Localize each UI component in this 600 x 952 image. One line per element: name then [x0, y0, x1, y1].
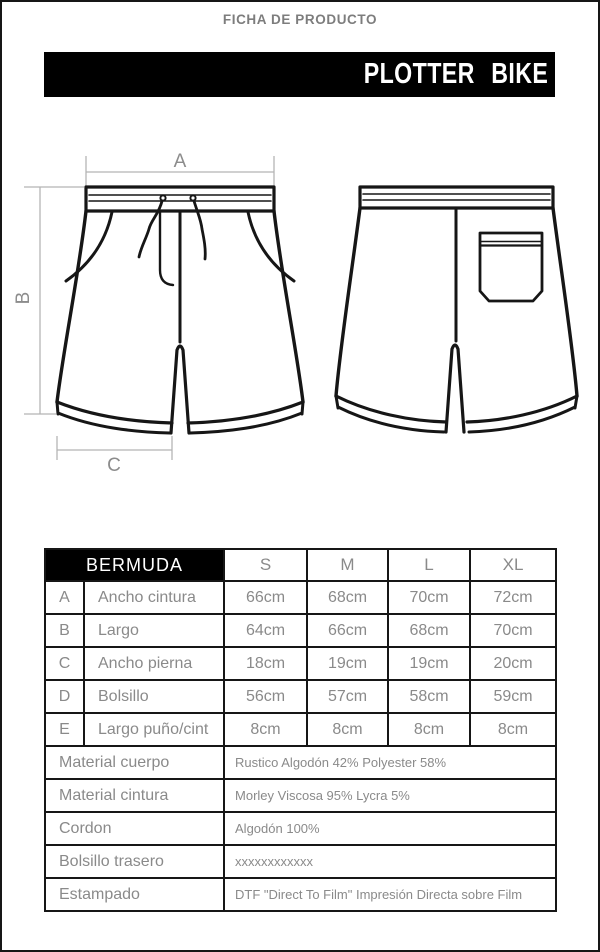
measurement-label: Ancho cintura	[84, 581, 224, 614]
drawstring-eyelet-left	[160, 195, 165, 200]
size-column-header-xl: XL	[470, 549, 556, 581]
measurement-value: 70cm	[388, 581, 470, 614]
measurement-label: Largo	[84, 614, 224, 647]
spec-row-bolsillo-trasero	[45, 845, 556, 878]
spec-value: Algodón 100%	[224, 812, 556, 845]
spec-label: Material cintura	[45, 779, 224, 812]
measurement-value: 70cm	[470, 614, 556, 647]
back-left-cuff-end	[336, 396, 338, 408]
measurement-label: Ancho pierna	[84, 647, 224, 680]
measurement-value: 8cm	[224, 713, 307, 746]
back-crotch-notch	[446, 345, 464, 432]
measurement-value: 8cm	[307, 713, 388, 746]
back-right-cuff-end	[575, 396, 577, 408]
measurement-value: 19cm	[307, 647, 388, 680]
front-right-cuff-end	[302, 402, 303, 414]
measurement-value: 18cm	[224, 647, 307, 680]
dimension-lines	[13, 151, 274, 476]
front-right-pocket	[248, 212, 294, 281]
measurement-row-e	[45, 713, 556, 746]
front-left-side-seam	[57, 211, 86, 402]
front-fly-stitch	[160, 211, 173, 285]
spec-row-cordon	[45, 812, 556, 845]
measurement-letter: C	[45, 647, 84, 680]
measurement-label: Bolsillo	[84, 680, 224, 713]
measurement-value: 57cm	[307, 680, 388, 713]
back-pocket	[480, 233, 542, 301]
back-right-side-seam	[553, 208, 577, 396]
table-product-header: BERMUDA	[45, 549, 224, 581]
product-name: PLOTTER BIKE	[364, 58, 549, 90]
measurement-row-b	[45, 614, 556, 647]
front-waistband	[86, 187, 274, 211]
measurement-row-c	[45, 647, 556, 680]
back-waistband	[360, 187, 553, 208]
measurement-letter: E	[45, 713, 84, 746]
spec-label: Material cuerpo	[45, 746, 224, 779]
measurement-label: Largo puño/cint	[84, 713, 224, 746]
spec-value: Rustico Algodón 42% Polyester 58%	[224, 746, 556, 779]
front-right-side-seam	[274, 211, 303, 402]
measurement-row-d	[45, 680, 556, 713]
measurement-value: 19cm	[388, 647, 470, 680]
shorts-front-view	[57, 187, 303, 433]
spec-row-material-cuerpo	[45, 746, 556, 779]
measurement-row-a	[45, 581, 556, 614]
spec-value: DTF "Direct To Film" Impresión Directa sobre Film	[224, 878, 556, 911]
measurement-value: 59cm	[470, 680, 556, 713]
spec-value: xxxxxxxxxxxx	[224, 845, 556, 878]
dim-label-a: A	[173, 151, 187, 172]
size-column-header-m: M	[307, 549, 388, 581]
spec-label: Estampado	[45, 878, 224, 911]
dim-label-b: B	[13, 291, 34, 305]
spec-label: Bolsillo trasero	[45, 845, 224, 878]
dim-label-c: C	[107, 455, 121, 476]
measurement-letter: B	[45, 614, 84, 647]
measurement-value: 68cm	[388, 614, 470, 647]
measurement-value: 56cm	[224, 680, 307, 713]
front-left-cuff-end	[57, 402, 58, 414]
back-left-hem	[336, 396, 446, 422]
spec-label: Cordon	[45, 812, 224, 845]
shorts-back-view	[336, 187, 577, 432]
front-left-pocket	[66, 212, 112, 281]
measurement-value: 58cm	[388, 680, 470, 713]
back-left-side-seam	[336, 208, 360, 396]
page-title: FICHA DE PRODUCTO	[222, 12, 378, 27]
measurement-value: 66cm	[307, 614, 388, 647]
measurement-value: 8cm	[388, 713, 470, 746]
measurement-value: 8cm	[470, 713, 556, 746]
measurement-letter: D	[45, 680, 84, 713]
measurement-value: 72cm	[470, 581, 556, 614]
measurement-value: 66cm	[224, 581, 307, 614]
size-spec-table	[44, 548, 557, 912]
back-right-hem	[467, 396, 577, 422]
measurement-value: 64cm	[224, 614, 307, 647]
drawstring-eyelet-right	[190, 195, 195, 200]
measurement-value: 68cm	[307, 581, 388, 614]
size-column-header-l: L	[388, 549, 470, 581]
measurement-value: 20cm	[470, 647, 556, 680]
front-crotch-notch	[171, 346, 189, 433]
spec-row-material-cintura	[45, 779, 556, 812]
table-header-row	[45, 549, 556, 581]
spec-value: Morley Viscosa 95% Lycra 5%	[224, 779, 556, 812]
size-column-header-s: S	[224, 549, 307, 581]
measurement-letter: A	[45, 581, 84, 614]
spec-row-estampado	[45, 878, 556, 911]
